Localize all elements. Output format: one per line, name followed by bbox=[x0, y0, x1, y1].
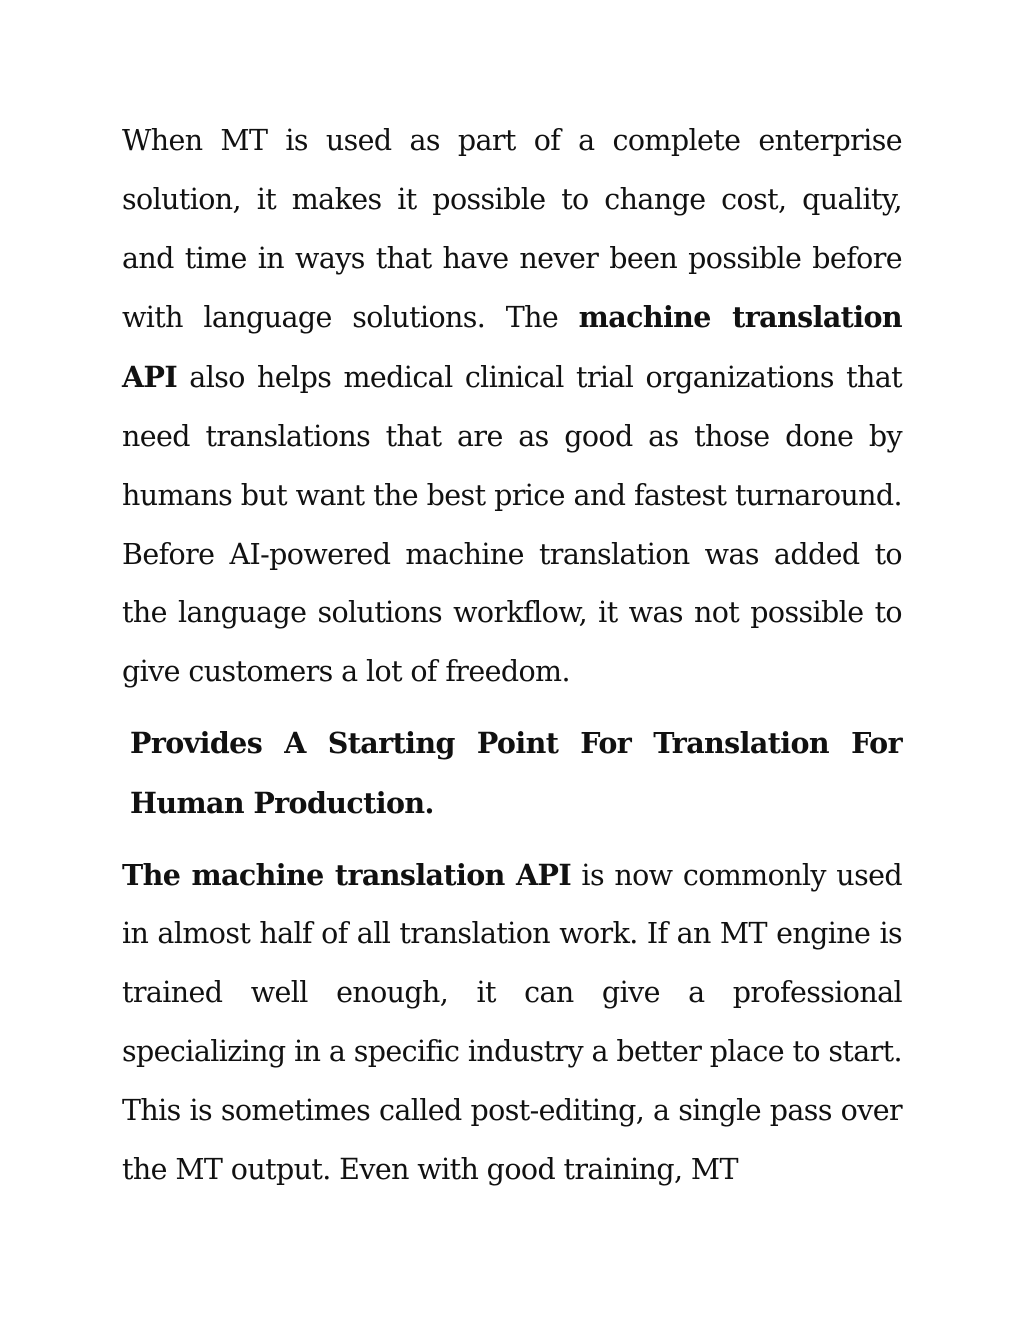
section-heading bbox=[122, 714, 902, 834]
paragraph-2-bold-term: The machine translation API bbox=[122, 857, 572, 892]
paragraph-1-text-a: When MT is used as part of a complete enterprise solution, it makes it possible to change cost, quality, and time in ways that have never been possible before with language solutions. The bbox=[122, 124, 902, 335]
paragraph-2-text-a: is now commonly used in almost half of all translation work. If an MT engine is trained well enough, it can give a professional specializing in a specific industry a better place to start. This is sometimes called post-editing, a single pass over the MT output. Even with good training, MT bbox=[122, 858, 903, 1186]
paragraph-1-text-b: also helps medical clinical trial organizations that need translations that are as good as those done by humans but want the best price and fastest turnaround. Before AI-powered machine translation was added to the language solutions workflow, it was not possible to give customers a lot of freedom. bbox=[122, 361, 902, 689]
paragraph-1 bbox=[122, 112, 902, 702]
paragraph-1-bold-term: machine translation API bbox=[122, 300, 903, 395]
section-heading-text: Provides A Starting Point For Translation For Human Production. bbox=[130, 725, 902, 820]
document-body bbox=[122, 112, 902, 1199]
paragraph-2 bbox=[122, 846, 902, 1200]
